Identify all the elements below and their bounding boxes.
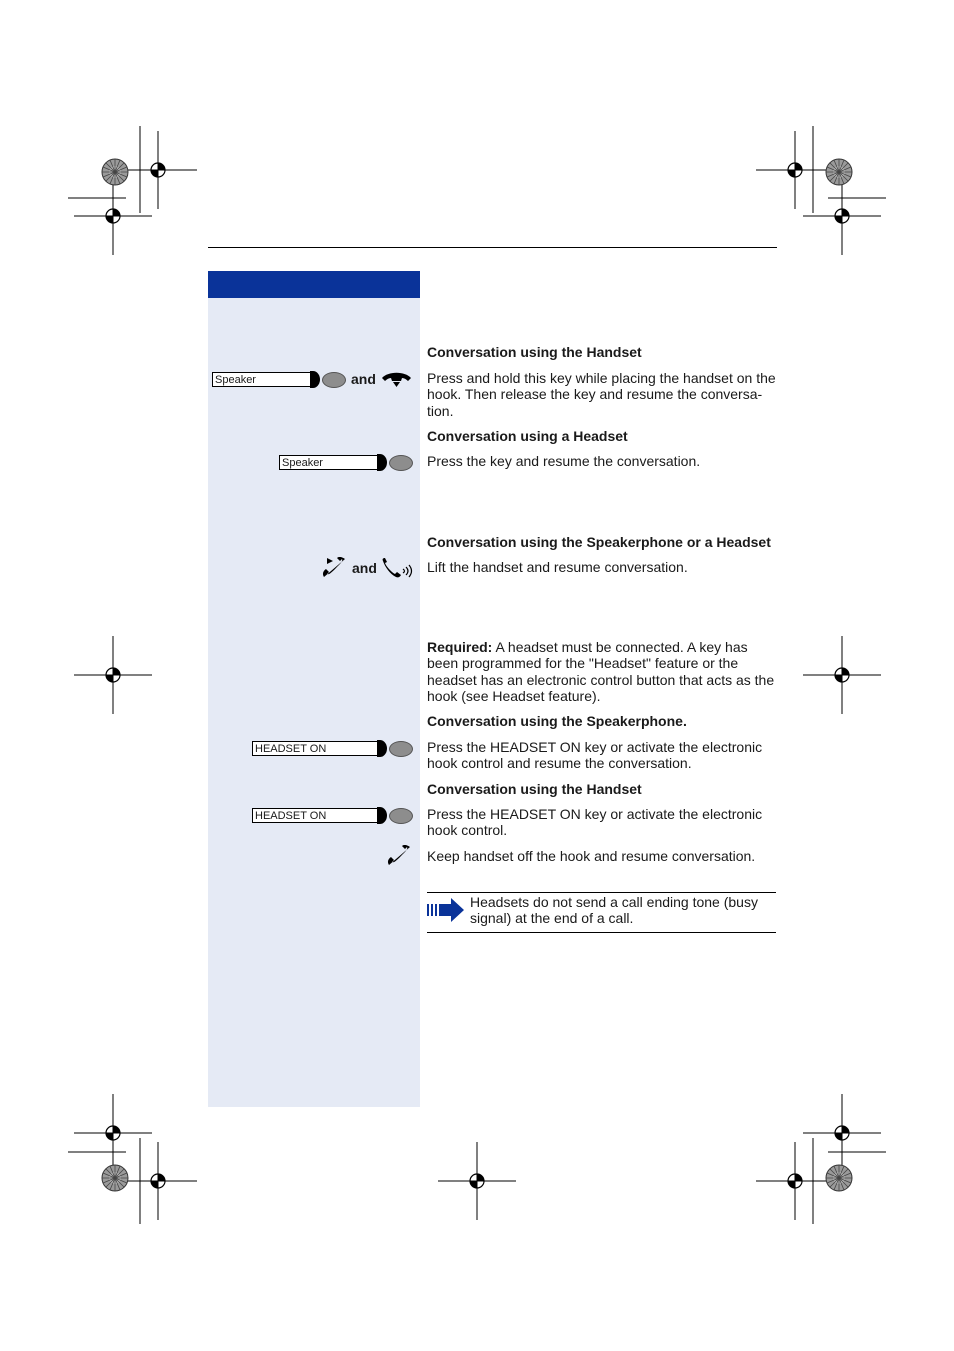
- color-wheel-icon: [102, 1165, 128, 1191]
- registration-mark-icon: [74, 636, 152, 714]
- registration-mark-icon: [756, 131, 834, 209]
- speakerphone-heading: Conversation using the Speakerphone.: [427, 713, 687, 729]
- handset-instruction-3: Keep handset off the hook and resume conversation.: [427, 848, 756, 864]
- handset-heading-2: Conversation using the Handset: [427, 781, 642, 797]
- and-label-2: and: [352, 560, 377, 576]
- registration-mark-icon: [803, 177, 881, 255]
- required-text: A headset must be connected. A key has been programmed for the "Headset" feature or the headset has an electronic control button that acts as the hook (see Headset feature).: [427, 639, 775, 704]
- speaker-key-label[interactable]: Speaker: [212, 372, 312, 387]
- registration-mark-icon: [119, 131, 197, 209]
- and-label: and: [351, 371, 376, 387]
- required-label: Required:: [427, 639, 493, 655]
- note-text: Headsets do not send a call ending tone (busy signal) at the end of a call.: [470, 894, 758, 927]
- color-wheel-icon: [102, 159, 128, 185]
- handset-heading: Conversation using the Handset: [427, 344, 642, 360]
- headset-heading: Conversation using a Headset: [427, 428, 628, 444]
- registration-mark-icon: [803, 636, 881, 714]
- speakerphone-instruction: Press the HEADSET ON key or activate the electronic hook control and resume the conversation.: [427, 739, 763, 772]
- speaker-headset-heading: Conversation using the Speakerphone or a Headset: [427, 534, 771, 550]
- registration-mark-icon: [756, 1142, 834, 1220]
- speaker-key-label-2[interactable]: Speaker: [279, 455, 379, 470]
- headset-on-key-label-2[interactable]: HEADSET ON: [252, 808, 379, 823]
- registration-mark-icon: [803, 1094, 881, 1172]
- headset-instruction: Press the key and resume the conversation.: [427, 453, 701, 469]
- handset-instruction-2: Press the HEADSET ON key or activate the electronic hook control.: [427, 806, 763, 839]
- registration-mark-icon: [119, 1142, 197, 1220]
- registration-mark-icon: [438, 1142, 516, 1220]
- color-wheel-icon: [826, 1165, 852, 1191]
- handset-instruction: Press and hold this key while placing the handset on the hook. Then release the key and resume the conversa-tion.: [427, 370, 776, 419]
- speaker-headset-instruction: Lift the handset and resume conversation.: [427, 559, 688, 575]
- color-wheel-icon: [826, 159, 852, 185]
- headset-on-key-label[interactable]: HEADSET ON: [252, 741, 379, 756]
